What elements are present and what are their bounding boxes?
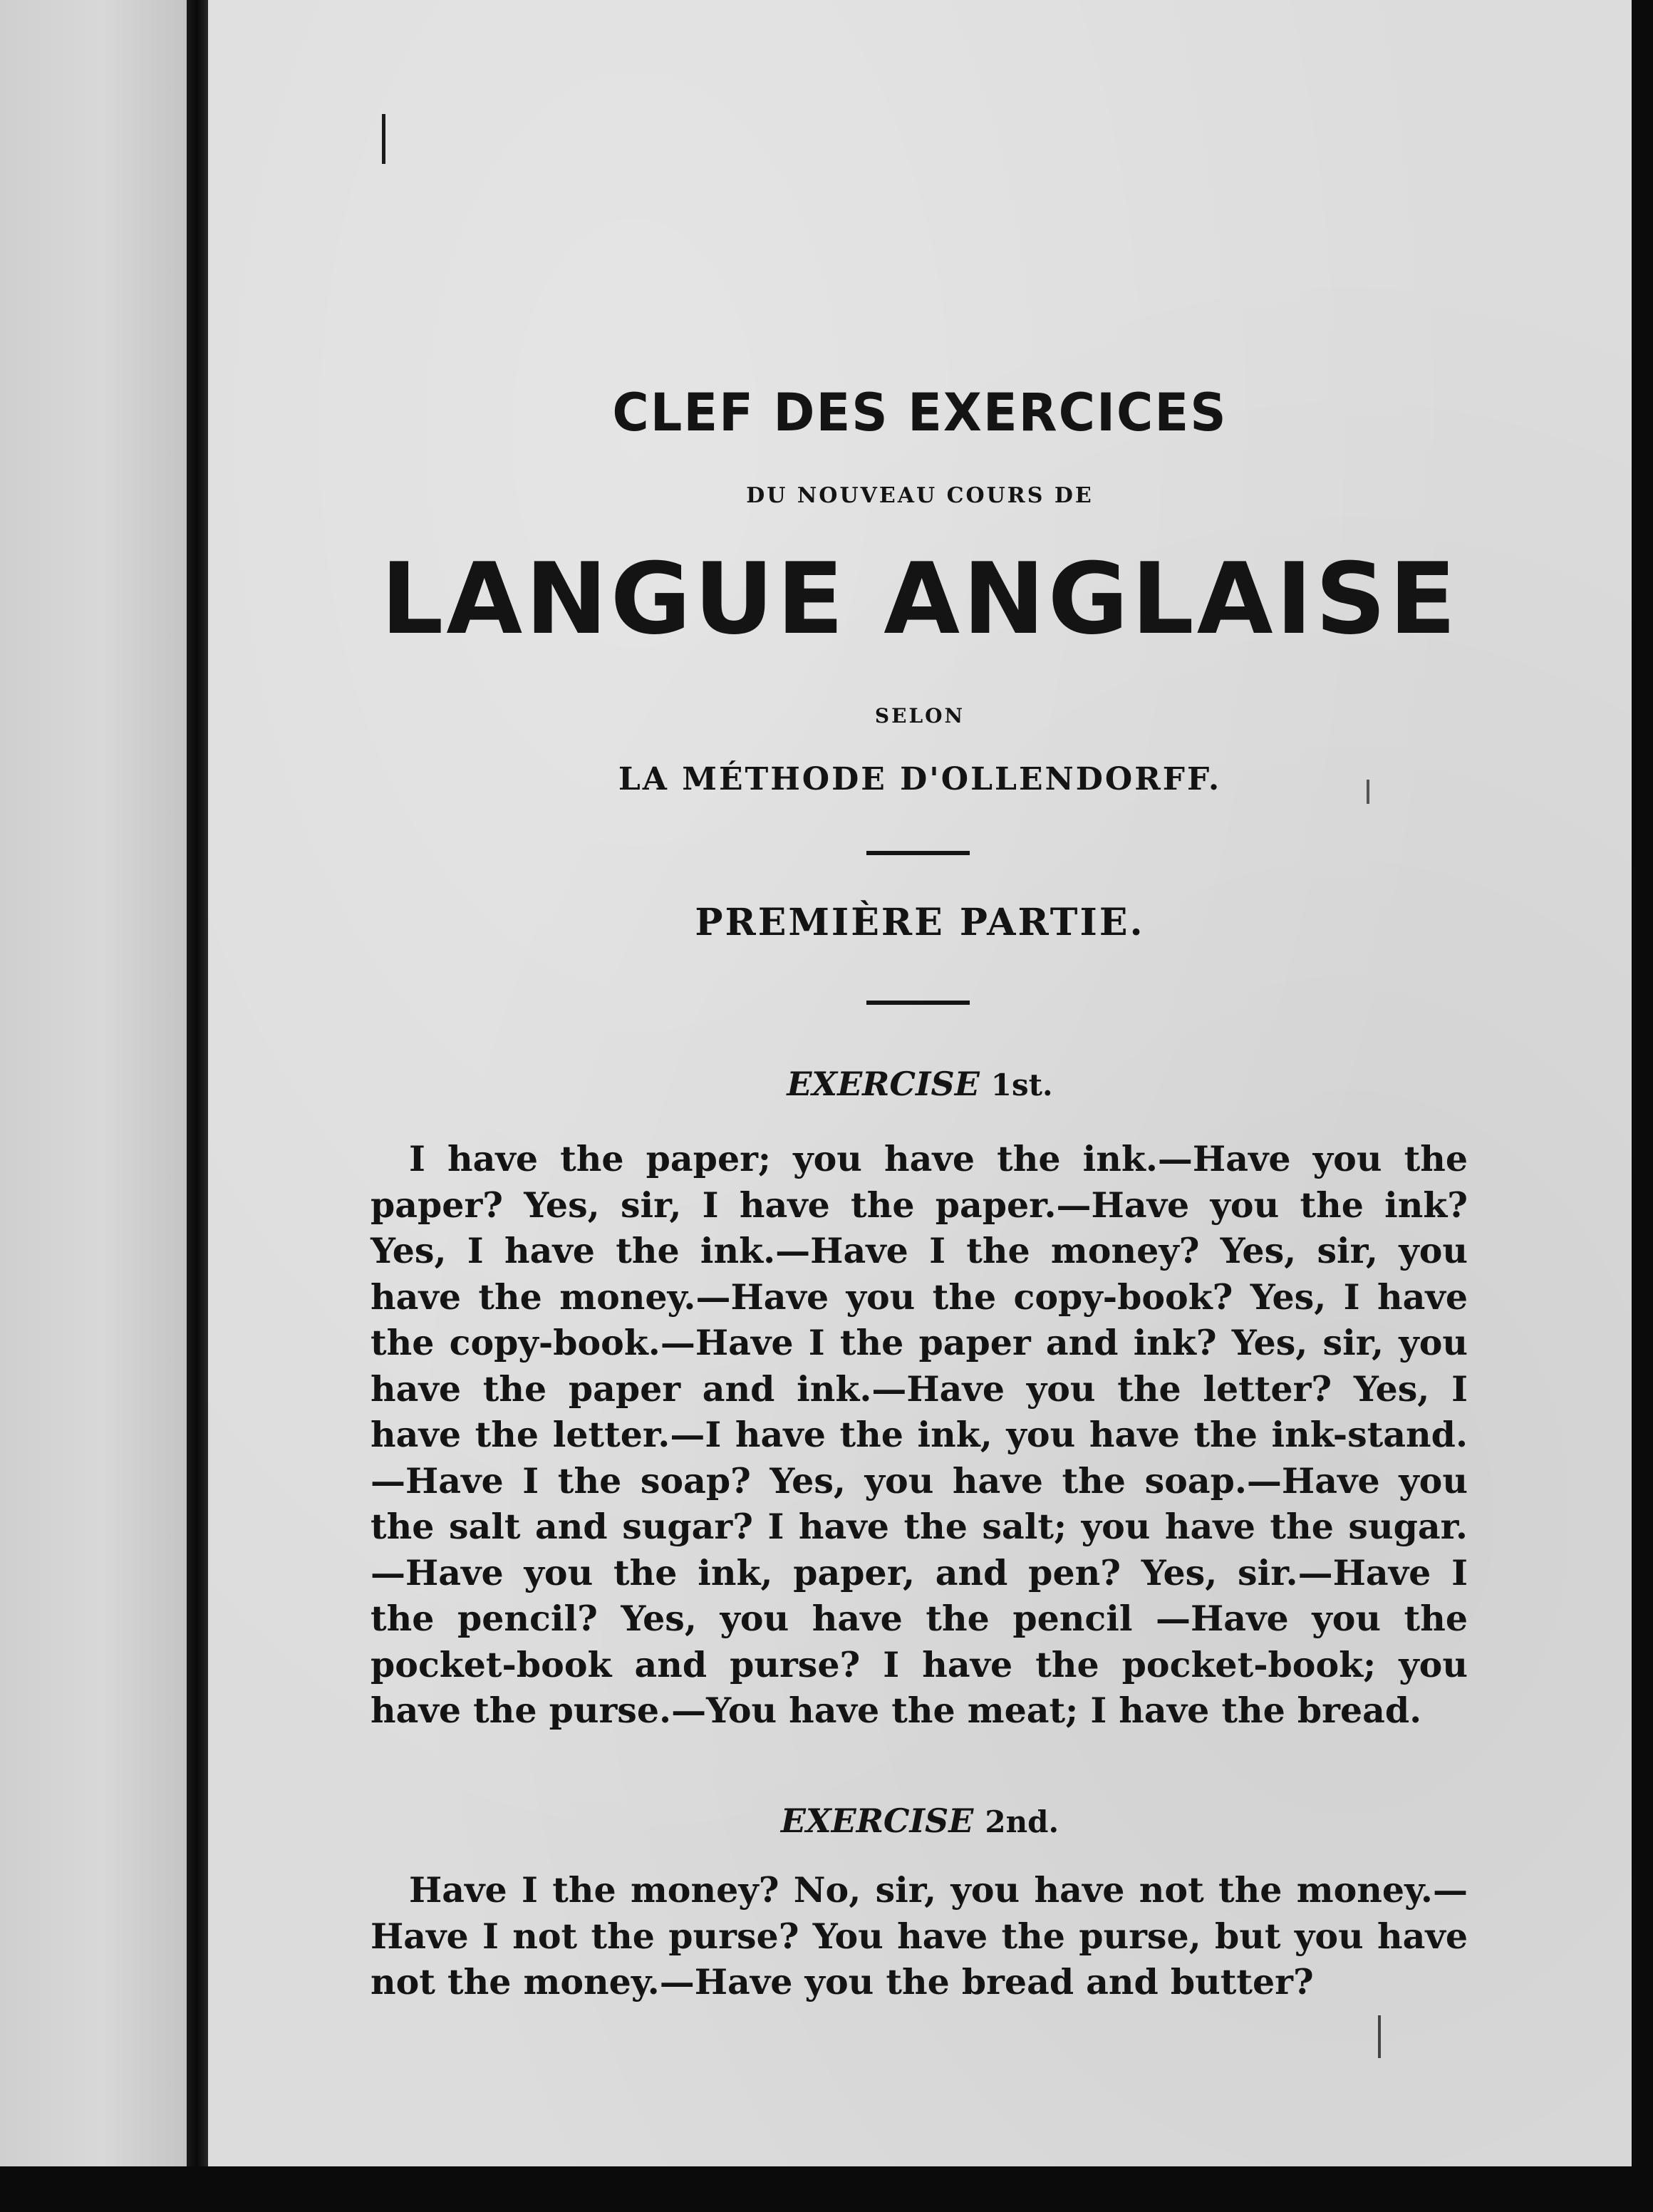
exercise-1-text: I have the paper; you have the ink.—Have you the paper? Yes, sir, I have the paper.—Have you the ink? Yes, I have the ink.—Have I the money? Yes, sir, you have the money.—Have you the copy-book? Yes, I have the copy-book.—Have I the paper and ink? Yes, sir, you have the paper and ink.—Have you the letter? Yes, I have the letter.—I have the ink, you have the ink-stand.—Have I the soap? Yes, you have the soap.—Have you the salt and sugar? I have the salt; you have the sugar.—Have you the ink, paper, and pen? Yes, sir.—Have I the pencil? Yes, you have the pencil —Have you the pocket-book and purse? I have the pocket-book; you have the purse.—You have the meat; I have the bread. [370,1138,1468,1731]
title-clef-des-exercices: CLEF DES EXERCICES [612,381,1228,444]
exercise-1-label: EXERCISE [787,1065,980,1103]
exercise-2-text: Have I the money? No, sir, you have not the money.—Have I not the purse? You have the purse, but you have not the money.—Have you the bread and butter? [370,1869,1468,2002]
title-langue-anglaise: LANGUE ANGLAISE [380,542,1459,656]
scan-border-bottom [0,2166,1653,2212]
book-binding [0,0,187,2166]
exercise-2-number: 2nd. [985,1804,1059,1839]
title-selon: SELON [874,704,965,728]
divider-rule [866,851,970,855]
scan-speck [382,114,385,164]
exercise-2-title [208,1802,1632,1840]
scan-border-right [1632,0,1653,2212]
scan-speck [1378,2015,1381,2058]
part-heading: PREMIÈRE PARTIE. [695,901,1145,944]
binding-gutter [187,0,208,2166]
title-du-nouveau-cours: DU NOUVEAU COURS DE [746,483,1094,508]
exercise-2-label: EXERCISE [780,1802,974,1840]
title-methode-ollendorff: LA MÉTHODE D'OLLENDORFF. [618,761,1222,797]
exercise-1-title [208,1065,1632,1103]
exercise-1-number: 1st. [990,1068,1053,1102]
divider-rule [866,1001,970,1005]
